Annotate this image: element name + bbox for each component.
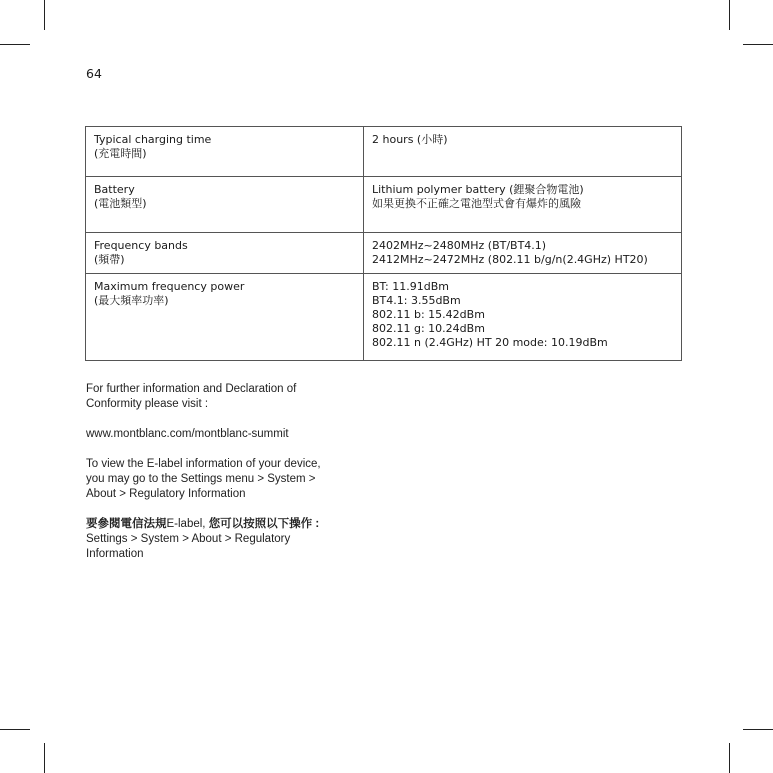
spec-label-zh: (電池類型): [94, 197, 147, 210]
crop-mark: [729, 743, 730, 773]
spec-value-line: 2402MHz~2480MHz (BT/BT4.1): [372, 239, 547, 252]
spec-value-line: 802.11 n (2.4GHz) HT 20 mode: 10.19dBm: [372, 336, 608, 349]
elabel-zh-paragraph: [86, 517, 366, 562]
spec-label-zh: (頻帶): [94, 253, 125, 266]
spec-label-zh: (充電時間): [94, 147, 147, 160]
spec-label-cell: [86, 127, 364, 177]
page-number: 64: [86, 66, 102, 81]
crop-mark: [743, 44, 773, 45]
website-paragraph: [86, 427, 366, 442]
notes-section: [86, 382, 366, 577]
crop-mark: [743, 729, 773, 730]
spec-label-en: Battery: [94, 183, 135, 196]
spec-value-cell: [364, 233, 682, 274]
elabel-zh-term: E-label,: [166, 518, 209, 530]
elabel-zh-prefix: 要參閱電信法規: [86, 518, 167, 530]
table-row: [86, 177, 682, 233]
crop-mark: [729, 0, 730, 30]
spec-label-cell: [86, 177, 364, 233]
spec-value-line: 2 hours (小時): [372, 133, 448, 146]
spec-value-line: BT4.1: 3.55dBm: [372, 294, 461, 307]
elabel-zh-heading: [86, 517, 366, 532]
crop-mark: [0, 729, 30, 730]
elabel-zh-path: Information: [86, 548, 144, 560]
spec-value-line: 802.11 b: 15.42dBm: [372, 308, 485, 321]
spec-value-line: Lithium polymer battery (鋰聚合物電池): [372, 183, 584, 196]
spec-value-line: 如果更換不正確之電池型式會有爆炸的風險: [372, 197, 581, 210]
spec-label-en: Frequency bands: [94, 239, 188, 252]
spec-label-en: Maximum frequency power: [94, 280, 245, 293]
spec-value-cell: [364, 177, 682, 233]
spec-label-zh: (最大頻率功率): [94, 294, 169, 307]
elabel-paragraph: [86, 457, 366, 502]
table-row: [86, 233, 682, 274]
crop-mark: [44, 743, 45, 773]
conformity-text: For further information and Declaration of: [86, 383, 297, 395]
crop-mark: [44, 0, 45, 30]
elabel-zh-path: Settings > System > About > Regulatory: [86, 533, 291, 545]
spec-label-cell: [86, 233, 364, 274]
spec-value-line: 2412MHz~2472MHz (802.11 b/g/n(2.4GHz) HT20): [372, 253, 648, 266]
spec-value-line: BT: 11.91dBm: [372, 280, 449, 293]
spec-value-cell: [364, 127, 682, 177]
conformity-paragraph: [86, 382, 366, 412]
elabel-text: you may go to the Settings menu > System >: [86, 473, 316, 485]
spec-value-line: 802.11 g: 10.24dBm: [372, 322, 485, 335]
spec-label-en: Typical charging time: [94, 133, 212, 146]
specifications-table: [85, 126, 682, 361]
elabel-text: To view the E-label information of your device,: [86, 458, 321, 470]
table-row: [86, 274, 682, 361]
table-row: [86, 127, 682, 177]
website-url: www.montblanc.com/montblanc-summit: [86, 428, 289, 440]
conformity-text: Conformity please visit :: [86, 398, 209, 410]
spec-label-cell: [86, 274, 364, 361]
spec-value-cell: [364, 274, 682, 361]
crop-mark: [0, 44, 30, 45]
elabel-text: About > Regulatory Information: [86, 488, 246, 500]
elabel-zh-suffix: 您可以按照以下操作 :: [208, 518, 320, 530]
